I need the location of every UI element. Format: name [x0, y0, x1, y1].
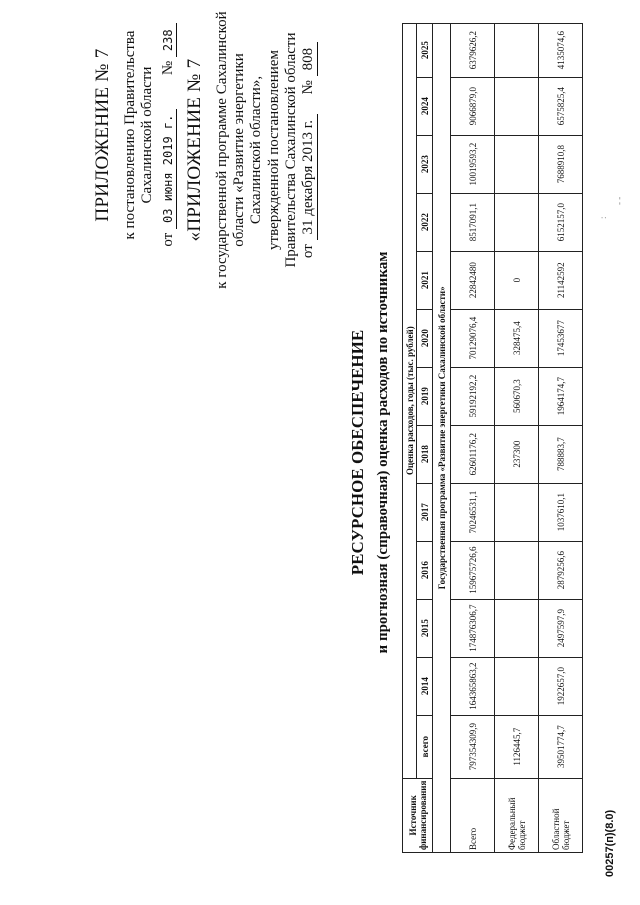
program-line-2: области «Развитие энергетики	[231, 53, 248, 247]
table-cell: 560670,3	[495, 367, 539, 425]
table-cell: 1964174,7	[539, 367, 583, 425]
table-cell: 17453677	[539, 309, 583, 367]
col-header: 2019	[417, 367, 433, 425]
table-cell: 22842480	[451, 251, 495, 309]
decree-line-2: Сахалинской области	[139, 66, 156, 204]
table-cell: 1126445,7	[495, 715, 539, 778]
table-cell: 2879256,6	[539, 541, 583, 599]
decree-number-sign: №	[160, 60, 177, 76]
document-title: РЕСУРСНОЕ ОБЕСПЕЧЕНИЕ	[348, 329, 367, 576]
table-cell: 8517091,1	[451, 193, 495, 251]
program-line-1: к государственной программе Сахалинской	[213, 11, 230, 289]
program-annex-header	[184, 5, 318, 295]
col-header: 2024	[417, 77, 433, 135]
table-cell	[495, 77, 539, 135]
table-cell: 6379626,2	[451, 23, 495, 77]
col-header: 2025	[417, 23, 433, 77]
table-cell: 59192192,2	[451, 367, 495, 425]
source-header: Источник финансирования	[403, 778, 433, 852]
document-subtitle: и прогнозная (справочная) оценка расходов по источникам	[375, 251, 391, 654]
program-line-4: утвержденной постановлением	[265, 50, 282, 250]
table-cell: 6575825,4	[539, 77, 583, 135]
row-source: Областной бюджет	[539, 778, 583, 852]
table-cell: 797354309,9	[451, 715, 495, 778]
table-cell: 1037610,1	[539, 483, 583, 541]
program-appendix-title: «ПРИЛОЖЕНИЕ № 7	[184, 58, 205, 242]
decree-line-1: к постановлению Правительства	[121, 30, 138, 240]
table-cell	[495, 541, 539, 599]
table-cell: 21142592	[539, 251, 583, 309]
table-cell	[495, 193, 539, 251]
program-line-3: Сахалинской области»,	[248, 75, 265, 225]
col-header: 2020	[417, 309, 433, 367]
table-cell: 62601176,2	[451, 425, 495, 483]
program-number-sign: №	[300, 80, 317, 95]
estimate-header: Оценка расходов, годы (тыс. рублей)	[403, 23, 417, 778]
table-cell	[495, 135, 539, 193]
table-cell: 0	[495, 251, 539, 309]
footer-code: 00257(п)(8.0)	[604, 809, 616, 877]
scan-mark: :	[598, 216, 608, 219]
table-row	[495, 23, 539, 852]
table-cell: 9066879,0	[451, 77, 495, 135]
col-header: 2018	[417, 425, 433, 483]
table-cell: 7688910,8	[539, 135, 583, 193]
scan-mark: - -	[614, 196, 624, 205]
decree-appendix-title: ПРИЛОЖЕНИЕ № 7	[92, 48, 113, 222]
table-cell: 6152157,0	[539, 193, 583, 251]
col-header: 2014	[417, 657, 433, 715]
col-header: всего	[417, 715, 433, 778]
table-cell: 174876306,7	[451, 599, 495, 657]
table-cell: 788883,7	[539, 425, 583, 483]
table-cell: 10019593,2	[451, 135, 495, 193]
table-cell: 4135074,6	[539, 23, 583, 77]
table-cell: 164365863,2	[451, 657, 495, 715]
table-cell: 159675726,6	[451, 541, 495, 599]
program-date-prefix: от	[300, 244, 317, 259]
col-header: 2021	[417, 251, 433, 309]
col-header: 2015	[417, 599, 433, 657]
table-cell	[495, 657, 539, 715]
row-source: Федеральный бюджет	[495, 778, 539, 852]
decree-number-value: 238	[162, 23, 177, 57]
table-cell: 39501774,7	[539, 715, 583, 778]
row-source: Всего	[451, 778, 495, 852]
decree-date-value: 03 июня 2019 г.	[162, 109, 177, 229]
table-row	[451, 23, 495, 852]
col-header: 2016	[417, 541, 433, 599]
col-header: 2022	[417, 193, 433, 251]
table-cell: 237300	[495, 425, 539, 483]
table-cell	[495, 23, 539, 77]
col-header: 2017	[417, 483, 433, 541]
col-header: 2023	[417, 135, 433, 193]
program-line-5: Правительства Сахалинской области	[282, 32, 299, 268]
table-cell: 70246531,1	[451, 483, 495, 541]
table-cell: 328475,4	[495, 309, 539, 367]
program-row: Государственная программа «Развитие энергетики Сахалинской области»	[433, 23, 451, 852]
table-cell: 1922657,0	[539, 657, 583, 715]
program-number-value: 808	[300, 42, 318, 77]
program-date-line	[300, 5, 318, 295]
table-cell	[495, 599, 539, 657]
table-row	[539, 23, 583, 852]
decree-date-prefix: от	[160, 232, 177, 247]
decree-date-line	[160, 15, 177, 255]
table-cell: 70129076,4	[451, 309, 495, 367]
table-cell	[495, 483, 539, 541]
program-date-value: 31 декабря 2013 г.	[300, 114, 318, 241]
table-cell: 2497597,9	[539, 599, 583, 657]
resource-table	[402, 23, 583, 853]
decree-annex-header	[92, 15, 178, 255]
